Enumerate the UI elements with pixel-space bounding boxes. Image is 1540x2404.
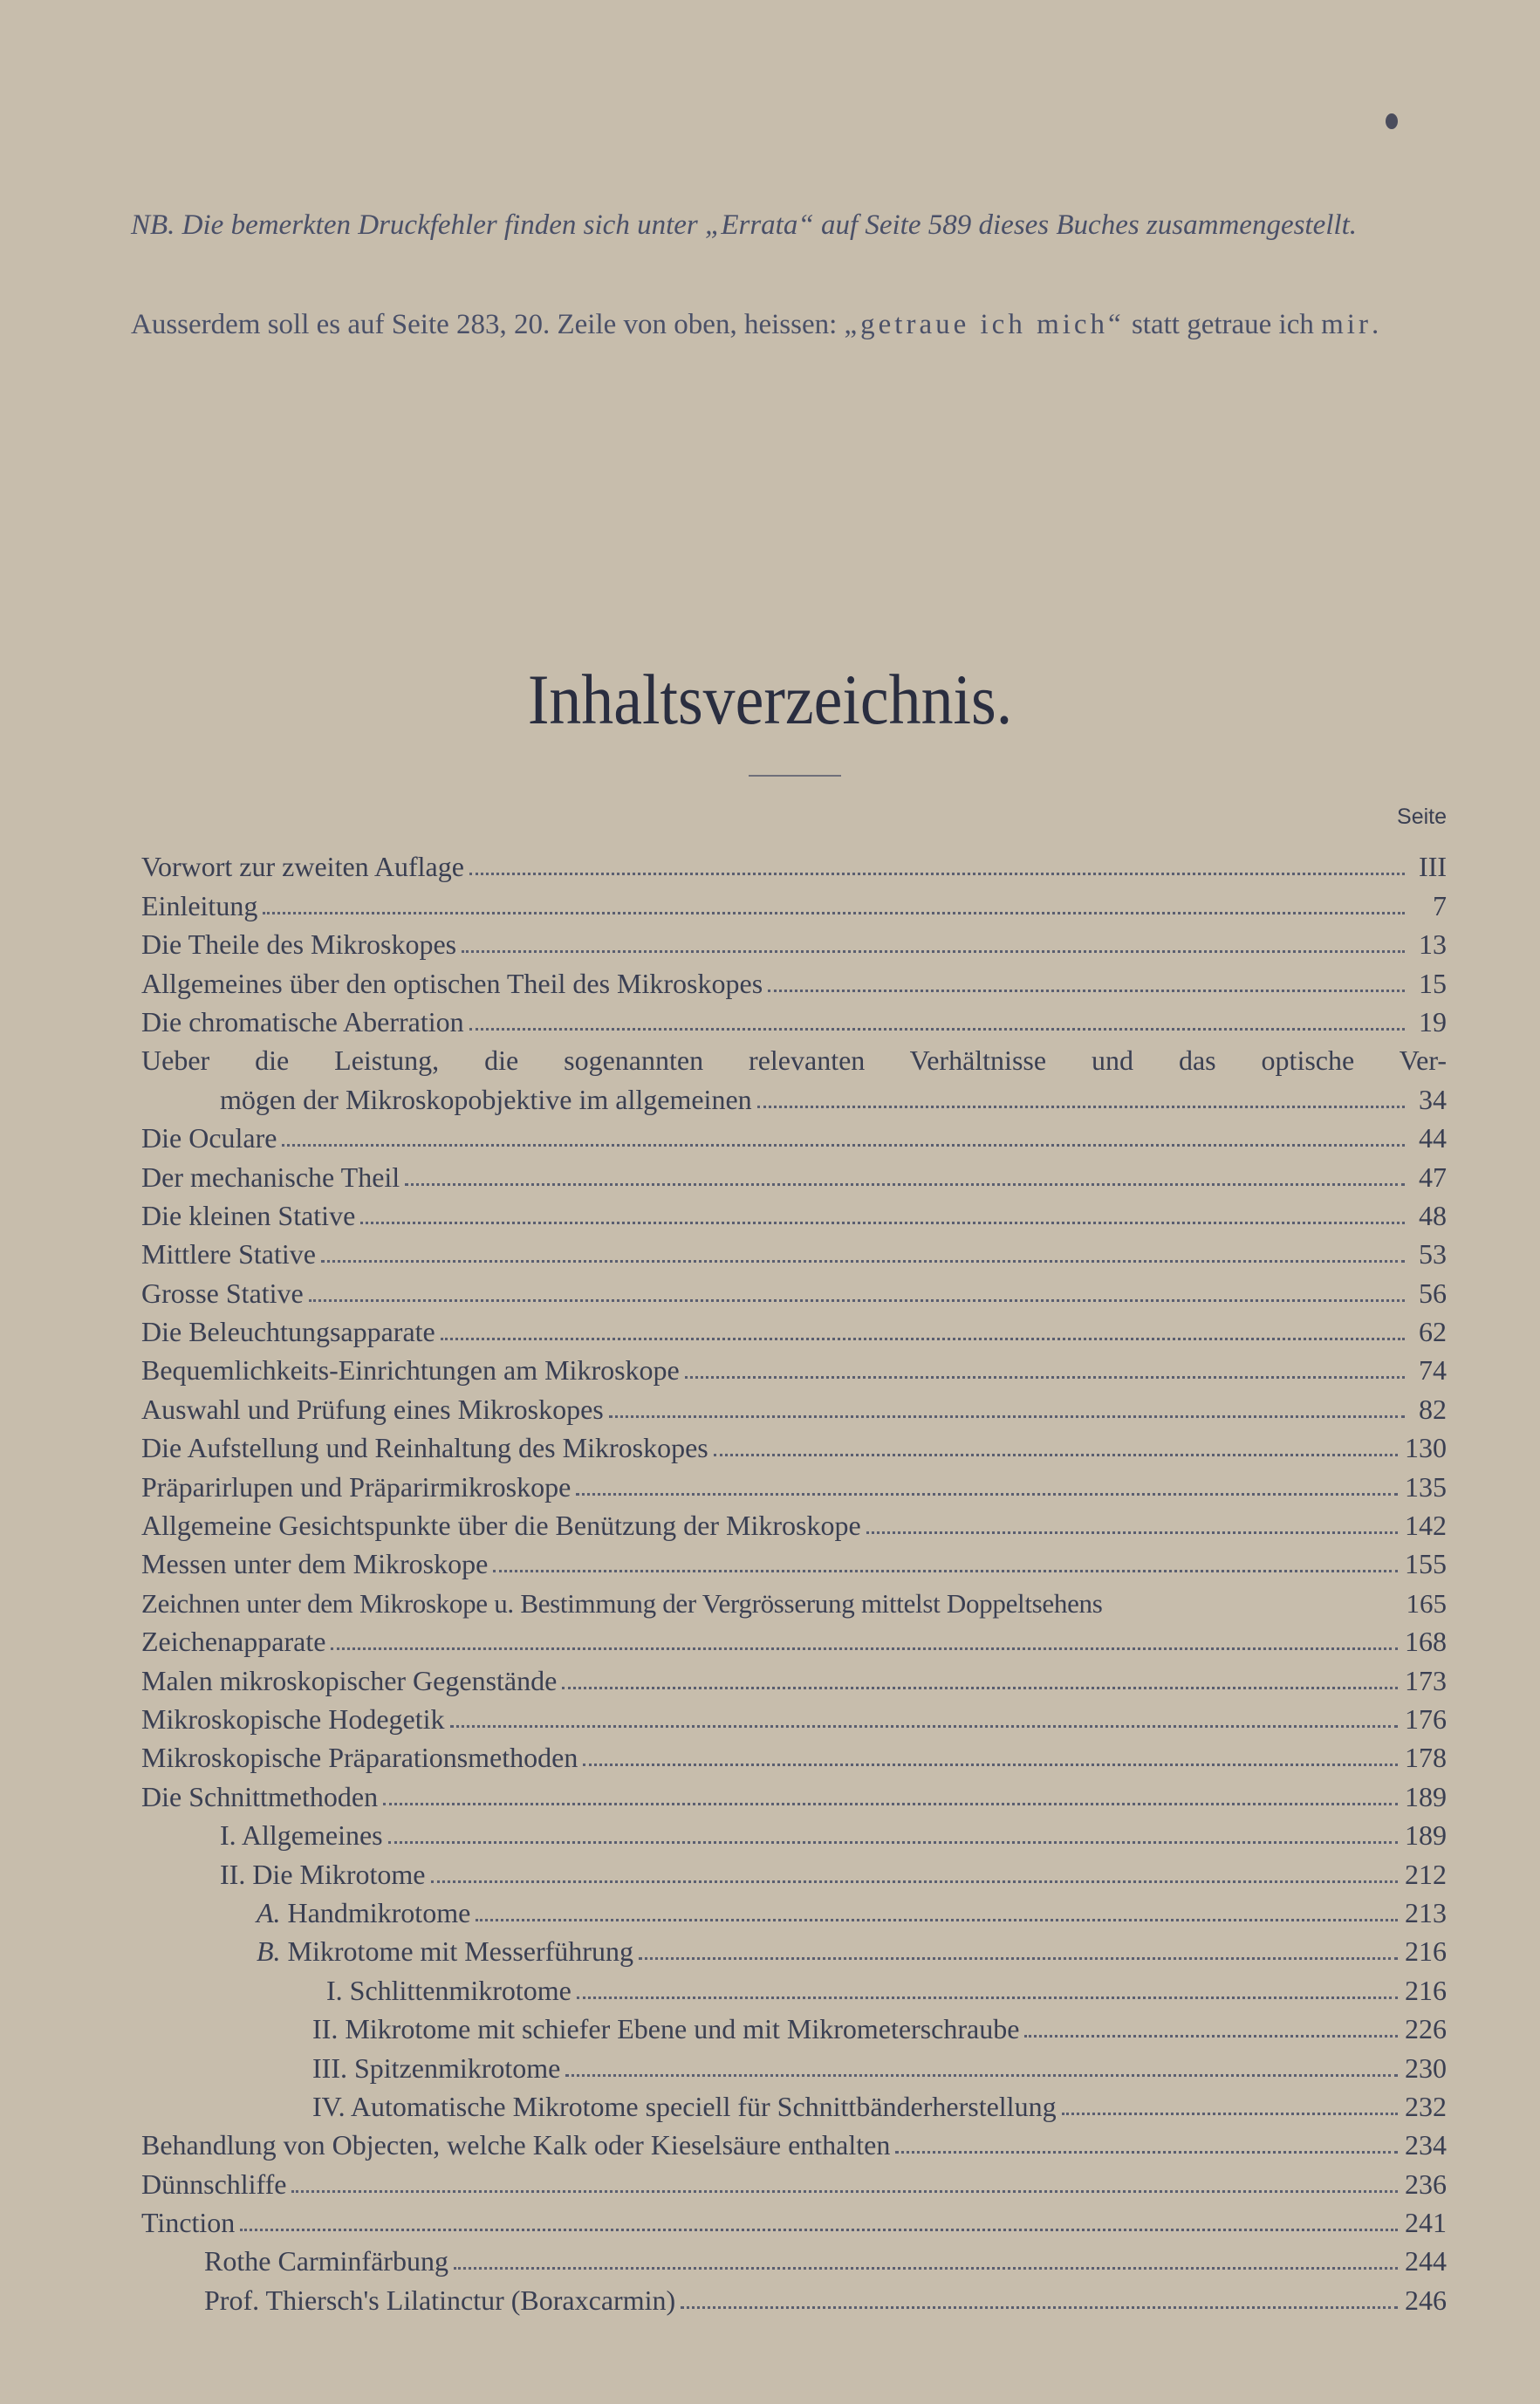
toc-entry-page: 44 [1419, 1122, 1447, 1154]
leader-dots [462, 950, 1405, 953]
page-column-label: Seite [1397, 805, 1447, 829]
leader-dots [493, 1570, 1398, 1572]
toc-entry-title: Die Theile des Mikroskopes [141, 928, 457, 961]
toc-entry-title: Bequemlichkeits-Einrichtungen am Mikroskope [141, 1354, 680, 1387]
toc-entry-title: Vorwort zur zweiten Auflage [141, 851, 464, 883]
toc-entry-title: Die Beleuchtungsapparate [141, 1316, 435, 1348]
toc-entry-page: 226 [1405, 2013, 1447, 2045]
toc-entry [141, 1310, 1447, 1348]
toc-entry-title: Zeichenapparate [141, 1626, 326, 1658]
leader-dots [360, 1222, 1405, 1224]
leader-dots [291, 2190, 1398, 2193]
toc-entry-page: 176 [1405, 1702, 1447, 1735]
toc-entry-page: III [1419, 851, 1447, 883]
leader-dots [577, 1996, 1398, 1999]
toc-entry-page: 189 [1405, 1819, 1447, 1852]
toc-entry-page: 234 [1405, 2129, 1447, 2161]
toc-entry-title: Der mechanische Theil [141, 1161, 400, 1193]
leader-dots [583, 1764, 1398, 1766]
leader-dots [576, 1493, 1398, 1496]
toc-entry-title: Mikroskopische Präparationsmethoden [141, 1742, 578, 1774]
toc-entry-first-line [141, 1038, 1447, 1077]
toc-entry-page: 19 [1419, 1005, 1447, 1038]
toc-entry [141, 1116, 1447, 1154]
toc-entry [141, 1658, 1447, 1696]
toc-entry [141, 1620, 1447, 1658]
leader-dots [639, 1957, 1398, 1960]
toc-entry-title [257, 1897, 476, 1929]
leader-dots [757, 1106, 1405, 1108]
toc-entry [141, 2085, 1447, 2123]
toc-entry-title: I. Schlittenmikrotome [326, 1974, 572, 2006]
toc-entry [141, 1580, 1447, 1619]
toc-entry [141, 1813, 1447, 1852]
toc-entry-label: A. [257, 1896, 281, 1928]
toc-entry-page: 130 [1405, 1432, 1447, 1464]
leader-dots [441, 1338, 1405, 1340]
toc-entry [141, 2007, 1447, 2045]
toc-entry-title: Die kleinen Stative [141, 1199, 356, 1231]
toc-entry-title: Ueber die Leistung, die sogenannten relevanten Verhältnisse und das optische Ver- [141, 1044, 1447, 1077]
leader-dots [609, 1415, 1405, 1418]
leader-dots [681, 2306, 1398, 2309]
leader-dots [321, 1260, 1405, 1263]
toc-entry [141, 1503, 1447, 1542]
toc-entry-page: 189 [1405, 1780, 1447, 1812]
toc-entry-page: 213 [1405, 1896, 1447, 1928]
toc-entry-title: II. Mikrotome mit schiefer Ebene und mit Mikrometerschraube [312, 2013, 1020, 2045]
toc-entry-title [257, 1935, 639, 1968]
toc-entry-page: 135 [1405, 1470, 1447, 1503]
leader-dots [1062, 2113, 1398, 2115]
page-title: Inhaltsverzeichnis. [527, 660, 1013, 739]
toc-entry [141, 1154, 1447, 1193]
leader-dots [383, 1803, 1398, 1805]
toc-entry-title: I. Allgemeines [220, 1819, 383, 1852]
toc-entry-title: Präparirlupen und Präparirmikroskope [141, 1470, 572, 1503]
toc-entry [141, 2277, 1447, 2316]
toc-entry-title: Rothe Carminfärbung [204, 2245, 448, 2277]
toc-entry [141, 1348, 1447, 1387]
leader-dots [866, 1531, 1398, 1534]
title-divider [749, 775, 841, 777]
toc-entry-page: 15 [1419, 967, 1447, 999]
toc-entry [141, 961, 1447, 999]
toc-entry-label: B. [257, 1935, 281, 1968]
toc-entry-page: 216 [1405, 1974, 1447, 2006]
toc-entry-title: Die chromatische Aberration [141, 1005, 464, 1038]
toc-entry-page: 48 [1419, 1199, 1447, 1231]
leader-dots [714, 1454, 1398, 1456]
errata-note-text: NB. Die bemerkten Druckfehler finden sich unter „Errata“ auf Seite 589 dieses Buches zusammengestellt. [131, 209, 1357, 241]
toc-entry-title: Zeichnen unter dem Mikroskope u. Bestimmung der Vergrösserung mittelst Doppeltsehens [141, 1587, 1103, 1619]
toc-entry-title: Tinction [141, 2207, 236, 2239]
toc-entry-page: 232 [1405, 2090, 1447, 2122]
toc-entry-title: Malen mikroskopischer Gegenstände [141, 1664, 558, 1696]
leader-dots [1024, 2035, 1398, 2038]
toc-entry-page: 74 [1419, 1354, 1447, 1387]
toc-entry-page: 168 [1405, 1626, 1447, 1658]
toc-entry-title: IV. Automatische Mikrotome speciell für Schnittbänderherstellung [312, 2090, 1057, 2122]
toc-entry-title-text: Handmikrotome [280, 1896, 471, 1928]
toc-entry-page: 34 [1419, 1083, 1447, 1115]
toc-entry [141, 2239, 1447, 2277]
toc-entry [141, 1387, 1447, 1425]
ink-spot [1386, 113, 1398, 129]
toc-entry-page: 13 [1419, 928, 1447, 961]
toc-entry-title: Die Schnittmethoden [141, 1780, 379, 1812]
toc-entry-title: III. Spitzenmikrotome [312, 2051, 561, 2084]
toc-entry [141, 1542, 1447, 1580]
leader-dots [431, 1880, 1399, 1883]
toc-entry [141, 2123, 1447, 2161]
leader-dots [469, 873, 1405, 875]
toc-entry-page: 173 [1405, 1664, 1447, 1696]
toc-entry-title: Allgemeines über den optischen Theil des Mikroskopes [141, 967, 763, 999]
toc-entry [141, 1270, 1447, 1309]
toc-entry [141, 883, 1447, 921]
leader-dots [685, 1376, 1405, 1379]
leader-dots [562, 1687, 1398, 1689]
toc-entry-title: Einleitung [141, 889, 258, 921]
leader-dots [768, 990, 1405, 992]
toc-entry-page: 165 [1406, 1587, 1447, 1619]
toc-entry [141, 2045, 1447, 2084]
toc-entry [141, 1736, 1447, 1774]
toc-entry-title: Messen unter dem Mikroskope [141, 1548, 489, 1580]
toc-entry [141, 2201, 1447, 2239]
toc-entry [141, 845, 1447, 883]
toc-entry-title: Auswahl und Prüfung eines Mikroskopes [141, 1393, 604, 1425]
toc-entry [141, 1464, 1447, 1503]
toc-entry [141, 1000, 1447, 1038]
toc-entry-page: 7 [1433, 889, 1447, 921]
toc-entry-title: II. Die Mikrotome [220, 1858, 426, 1890]
correction-quote: „getraue ich mich“ [844, 309, 1125, 340]
toc-entry-title: Dünnschliffe [141, 2168, 287, 2200]
toc-entry-page: 47 [1419, 1161, 1447, 1193]
toc-entry-title: Behandlung von Objecten, welche Kalk oder Kieselsäure enthalten [141, 2129, 891, 2161]
leader-dots [454, 2267, 1398, 2270]
toc-entry [141, 1077, 1447, 1115]
toc-entry-page: 212 [1405, 1858, 1447, 1890]
leader-dots [282, 1144, 1405, 1147]
toc-entry-page: 216 [1405, 1935, 1447, 1968]
toc-entry-page: 244 [1405, 2245, 1447, 2277]
toc-entry [141, 1929, 1447, 1968]
leader-dots [240, 2229, 1398, 2231]
toc-entry-page: 178 [1405, 1742, 1447, 1774]
toc-entry-title: Die Aufstellung und Reinhaltung des Mikroskopes [141, 1432, 708, 1464]
table-of-contents [141, 845, 1447, 2317]
leader-dots [895, 2151, 1398, 2154]
toc-entry [141, 1697, 1447, 1736]
toc-entry-title: Mikroskopische Hodegetik [141, 1702, 445, 1735]
toc-entry [141, 1968, 1447, 2006]
toc-entry [141, 1194, 1447, 1232]
leader-dots [331, 1647, 1398, 1650]
leader-dots [405, 1183, 1405, 1186]
toc-entry-page: 230 [1405, 2051, 1447, 2084]
correction-word: mir [1321, 309, 1372, 340]
correction-text-2: statt getraue ich [1124, 309, 1322, 340]
toc-entry-page: 82 [1419, 1393, 1447, 1425]
toc-entry-page: 241 [1405, 2207, 1447, 2239]
toc-entry-title: mögen der Mikroskopobjektive im allgemeinen [220, 1083, 752, 1115]
leader-dots [309, 1299, 1405, 1302]
toc-entry-page: 155 [1405, 1548, 1447, 1580]
toc-entry [141, 1891, 1447, 1929]
toc-entry-page: 62 [1419, 1316, 1447, 1348]
correction-text-1: Ausserdem soll es auf Seite 283, 20. Zeile von oben, heissen: [131, 309, 845, 340]
toc-entry-page: 236 [1405, 2168, 1447, 2200]
correction-note [131, 305, 1440, 345]
errata-note [131, 206, 1440, 245]
toc-entry [141, 1232, 1447, 1270]
toc-entry-title: Allgemeine Gesichtspunkte über die Benützung der Mikroskope [141, 1510, 861, 1542]
toc-entry-title: Grosse Stative [141, 1277, 304, 1309]
toc-entry-page: 142 [1405, 1510, 1447, 1542]
toc-entry-page: 53 [1419, 1238, 1447, 1270]
toc-entry-page: 56 [1419, 1277, 1447, 1309]
toc-entry-title: Die Oculare [141, 1122, 277, 1154]
correction-text-3: . [1371, 309, 1379, 340]
toc-entry [141, 1426, 1447, 1464]
toc-entry-title: Mittlere Stative [141, 1238, 316, 1270]
leader-dots [388, 1841, 1398, 1844]
toc-entry [141, 1774, 1447, 1812]
leader-dots [565, 2074, 1398, 2077]
toc-entry [141, 2161, 1447, 2200]
toc-entry-title: Prof. Thiersch's Lilatinctur (Boraxcarmin) [204, 2284, 676, 2316]
toc-entry-title-text: Mikrotome mit Messerführung [280, 1935, 633, 1968]
leader-dots [450, 1725, 1399, 1728]
leader-dots [263, 912, 1405, 914]
toc-entry [141, 922, 1447, 961]
toc-entry-page: 246 [1405, 2284, 1447, 2316]
toc-entry [141, 1852, 1447, 1890]
leader-dots [476, 1919, 1398, 1921]
leader-dots [469, 1028, 1405, 1031]
